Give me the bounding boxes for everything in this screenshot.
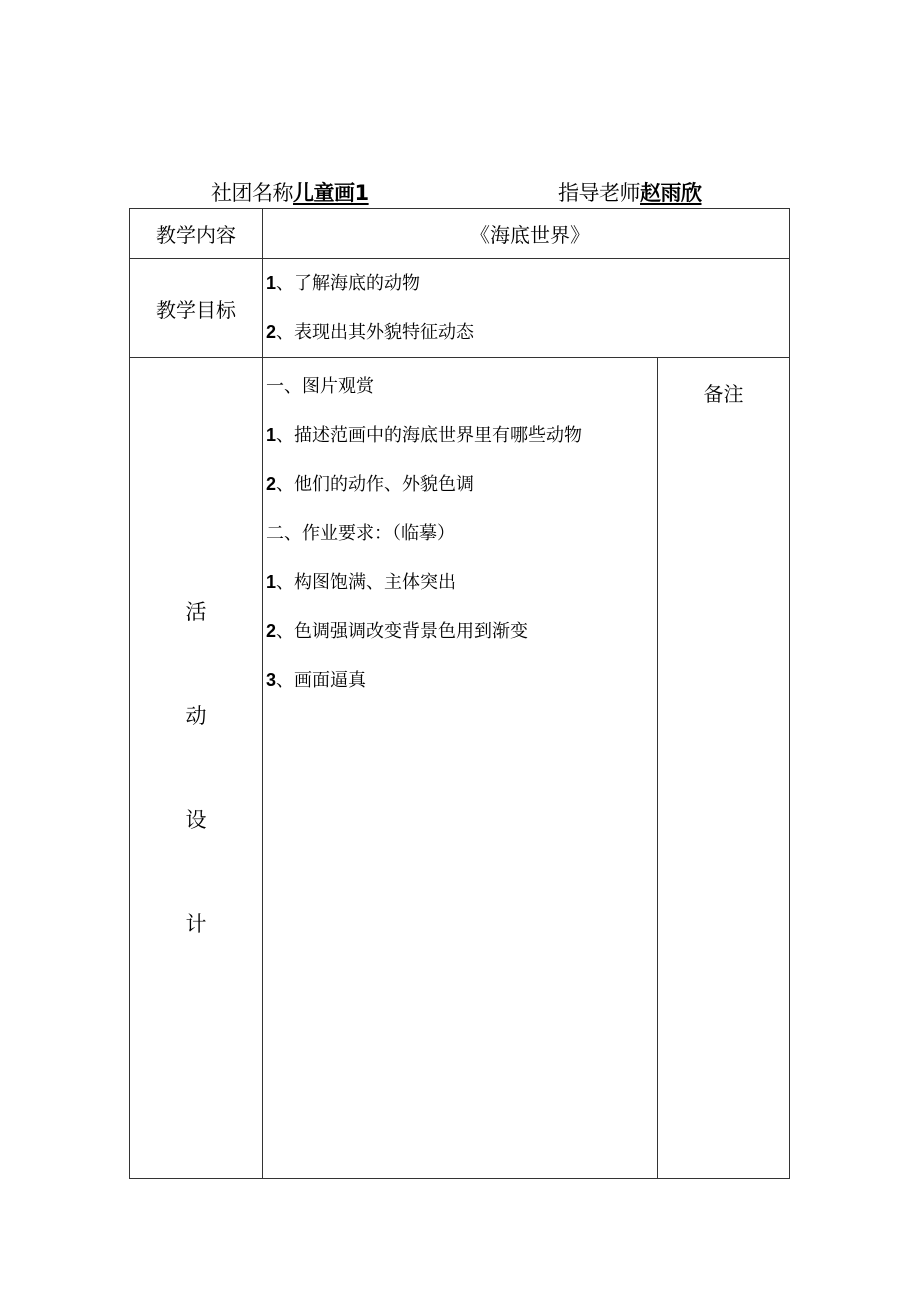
activity-line: 2、色调强调改变背景色用到渐变 bbox=[266, 621, 529, 642]
activity-label-char: 动 bbox=[185, 704, 207, 728]
activity-label-char: 设 bbox=[185, 808, 207, 832]
activity-line: 3、画面逼真 bbox=[266, 670, 367, 691]
notes-label: 备注 bbox=[703, 382, 744, 406]
club-name-header bbox=[211, 177, 369, 207]
content-row bbox=[130, 209, 790, 259]
activity-content bbox=[263, 358, 658, 1179]
lesson-topic: 《海底世界》 bbox=[263, 209, 790, 259]
lesson-plan-table bbox=[129, 208, 790, 1179]
content-label: 教学内容 bbox=[130, 209, 263, 259]
activity-line: 2、他们的动作、外貌色调 bbox=[266, 474, 475, 495]
goal-item: 1、了解海底的动物 bbox=[266, 273, 421, 294]
activity-label bbox=[130, 358, 263, 1179]
activity-line: 一、图片观赏 bbox=[266, 376, 374, 397]
teacher-label: 指导老师 bbox=[558, 181, 640, 205]
goal-cell bbox=[263, 259, 790, 358]
teacher-name: 赵雨欣 bbox=[640, 181, 702, 205]
activity-line: 二、作业要求：（临摹） bbox=[266, 523, 455, 544]
activity-label-char: 计 bbox=[185, 912, 207, 936]
teacher-header bbox=[558, 177, 702, 207]
goal-row bbox=[130, 259, 790, 358]
activity-line: 1、描述范画中的海底世界里有哪些动物 bbox=[266, 425, 583, 446]
notes-cell bbox=[658, 358, 790, 1179]
activity-row bbox=[130, 358, 790, 1179]
activity-label-char: 活 bbox=[185, 600, 207, 624]
goal-item: 2、表现出其外貌特征动态 bbox=[266, 322, 475, 343]
club-name: 儿童画1 bbox=[293, 181, 369, 205]
activity-line: 1、构图饱满、主体突出 bbox=[266, 572, 457, 593]
club-label: 社团名称 bbox=[211, 181, 293, 205]
goal-label: 教学目标 bbox=[130, 259, 263, 358]
